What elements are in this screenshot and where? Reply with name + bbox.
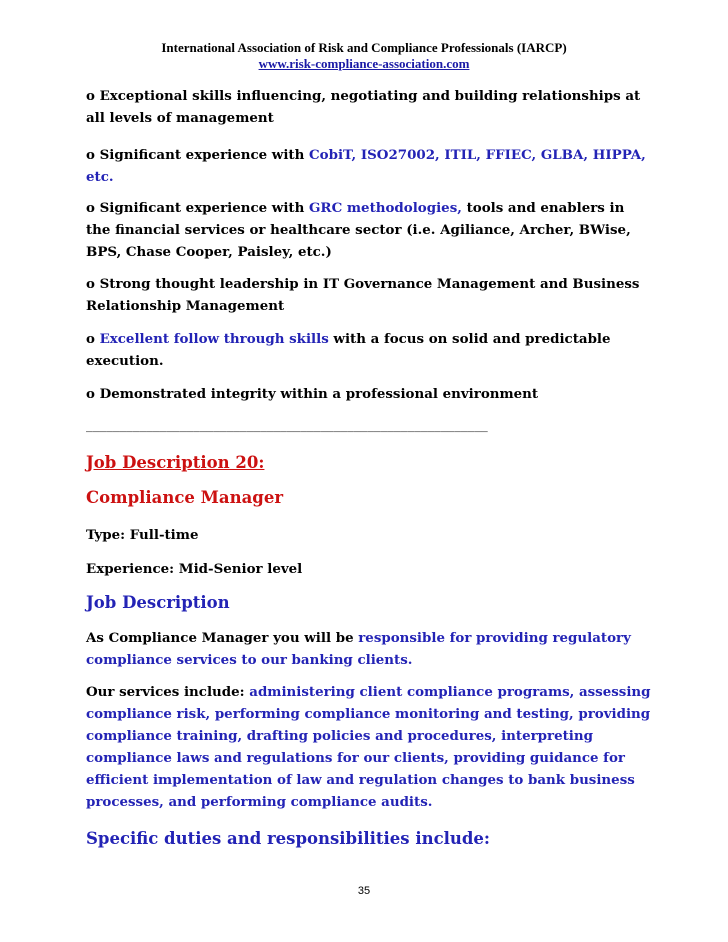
bullet-text: o Significant experience with	[86, 200, 309, 216]
bullet-leadership	[86, 273, 652, 317]
services-highlight: administering client compliance programs, assessing compliance risk, performing compliance monitoring and testing, providing compliance training, drafting policies and procedures, interpreting compliance laws and regulations for our clients, providing guidance for efficient implementation of law and regulation changes to bank business processes, and performing compliance audits.	[86, 684, 651, 810]
bullet-highlight: GRC methodologies,	[309, 200, 462, 216]
job-title: Compliance Manager	[86, 488, 284, 507]
bullet-highlight: Excellent follow through skills	[99, 331, 329, 347]
bullet-text: o Exceptional skills influencing, negotiating and building relationships at all levels of management	[86, 88, 641, 126]
type-line: Type: Full-time	[86, 527, 199, 543]
bullet-text: o Significant experience with	[86, 147, 309, 163]
duties-heading: Specific duties and responsibilities include:	[86, 829, 491, 848]
bullet-text: o Strong thought leadership in IT Governance Management and Business Relationship Management	[86, 276, 640, 314]
bullet-frameworks	[86, 144, 652, 188]
header-url-link[interactable]: www.risk-compliance-association.com	[258, 56, 470, 71]
intro-text: As Compliance Manager you will be	[86, 630, 359, 646]
job-heading: Job Description 20:	[86, 453, 265, 472]
bullet-text: o Demonstrated integrity within a professional environment	[86, 386, 539, 402]
intro-paragraph	[86, 627, 652, 671]
intro-highlight: responsible for providing regulatory compliance services to our banking clients.	[86, 630, 631, 668]
bullet-influencing	[86, 85, 652, 129]
bullet-text: with a focus on solid and predictable execution.	[86, 331, 611, 369]
experience-line: Experience: Mid-Senior level	[86, 561, 303, 577]
bullet-text: tools and enablers in the financial services or healthcare sector (i.e. Agiliance, Archer, BWise, BPS, Chase Cooper, Paisley, etc.)	[86, 200, 631, 260]
services-paragraph	[86, 681, 652, 813]
bullet-integrity	[86, 383, 652, 405]
page-header	[0, 40, 728, 72]
services-text: Our services include:	[86, 684, 250, 700]
section-heading: Job Description	[86, 593, 230, 612]
bullet-highlight: CobiT, ISO27002, ITIL, FFIEC, GLBA, HIPPA, etc.	[86, 147, 646, 185]
bullet-text: o	[86, 331, 100, 347]
separator-line: ____________________________________________________________	[86, 418, 488, 433]
page-number: 35	[357, 885, 371, 897]
header-title: International Association of Risk and Compliance Professionals (IARCP)	[161, 40, 567, 55]
bullet-grc	[86, 197, 652, 263]
bullet-follow-through	[86, 328, 652, 372]
